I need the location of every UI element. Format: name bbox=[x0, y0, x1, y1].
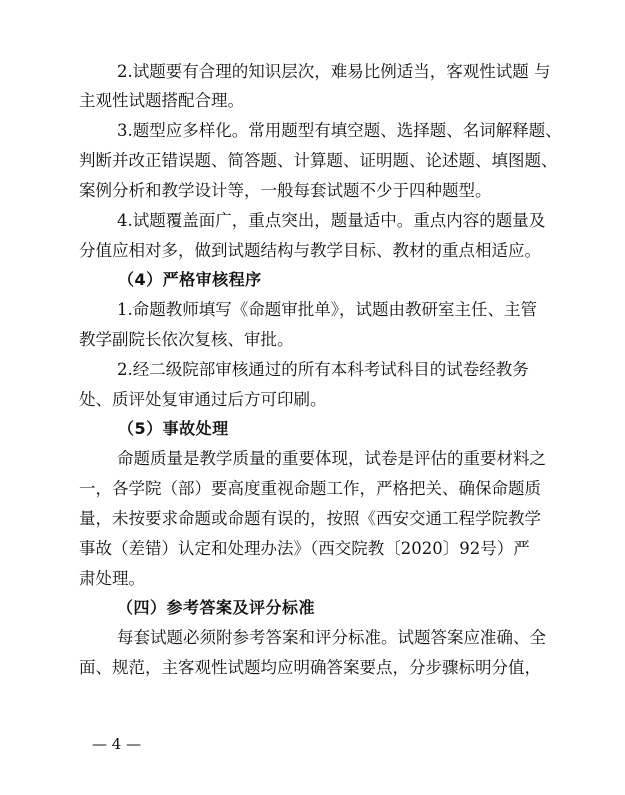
body-line: 案例分析和教学设计等，一般每套试题不少于四种题型。 bbox=[79, 181, 492, 200]
body-line: 分值应相对多，做到试题结构与教学目标、教材的重点相适应。 bbox=[79, 241, 541, 260]
body-line: 量，未按要求命题或命题有误的，按照《西安交通工程学院教学 bbox=[79, 509, 541, 528]
body-line: 2.试题要有合理的知识层次，难易比例适当，客观性试题 与 bbox=[117, 62, 551, 81]
section-heading-4: （4）严格审核程序 bbox=[118, 270, 262, 289]
body-line: 1.命题教师填写《命题审批单》，试题由教研室主任、主管 bbox=[117, 300, 537, 319]
page-number: — 4 — bbox=[92, 735, 142, 753]
body-line: 命题质量是教学质量的重要体现，试卷是评估的重要材料之 bbox=[117, 449, 546, 468]
body-line: 主观性试题搭配合理。 bbox=[79, 91, 244, 110]
section-heading-four: （四）参考答案及评分标准 bbox=[117, 598, 316, 617]
body-line: 教学副院长依次复核、审批。 bbox=[79, 330, 294, 349]
body-line: 面、规范，主客观性试题均应明确答案要点，分步骤标明分值， bbox=[79, 658, 541, 677]
body-line: 每套试题必须附参考答案和评分标准。试题答案应准确、全 bbox=[117, 628, 546, 647]
body-line: 事故（差错）认定和处理办法》（西交院教〔2020〕92号）严 bbox=[79, 539, 530, 558]
body-line: 一，各学院（部）要高度重视命题工作，严格把关、确保命题质 bbox=[79, 479, 541, 498]
body-line: 2.经二级院部审核通过的所有本科考试科目的试卷经教务 bbox=[117, 360, 529, 379]
body-line: 处、质评处复审通过后方可印刷。 bbox=[79, 390, 327, 409]
body-line: 4.试题覆盖面广，重点突出，题量适中。重点内容的题量及 bbox=[117, 211, 546, 230]
body-line: 3.题型应多样化。常用题型有填空题、选择题、名词解释题、 bbox=[117, 121, 562, 140]
section-heading-5: （5）事故处理 bbox=[118, 419, 229, 438]
body-line: 肃处理。 bbox=[79, 569, 145, 588]
body-line: 判断并改正错误题、简答题、计算题、证明题、论述题、填图题、 bbox=[79, 151, 558, 170]
